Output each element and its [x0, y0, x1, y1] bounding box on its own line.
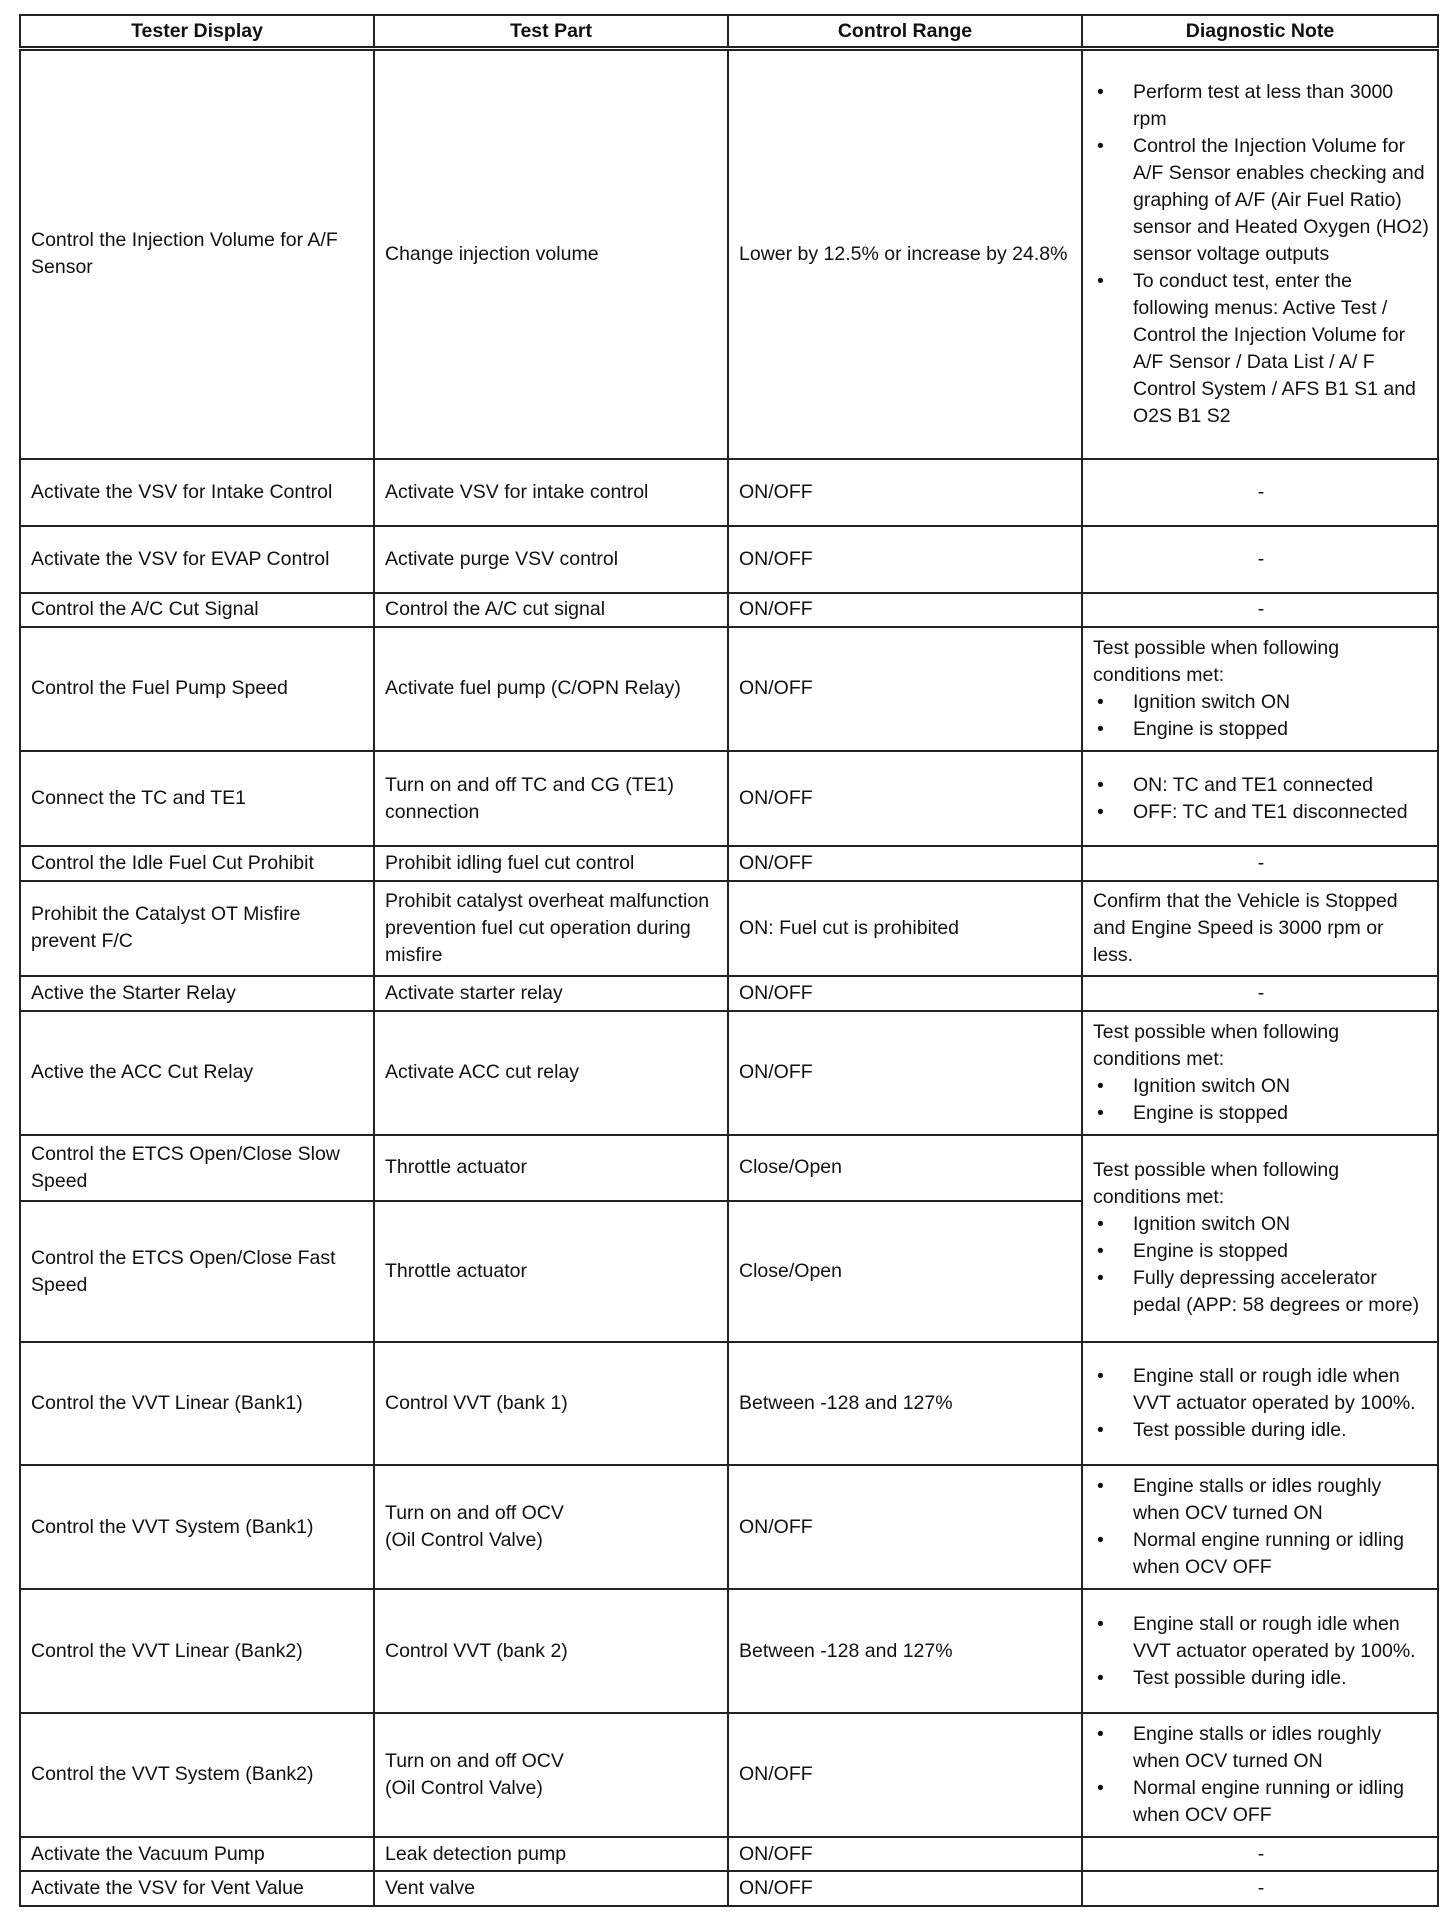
tester-display-text: Activate the VSV for Vent Value [31, 1877, 304, 1900]
note-bullet-list [1093, 772, 1429, 826]
control-range-cell [728, 593, 1082, 628]
note-bullet-list [1093, 79, 1429, 430]
header-row [20, 15, 1438, 49]
diagnostic-note-cell [1082, 1589, 1438, 1713]
tester-display-cell [20, 976, 374, 1011]
test-part-text: Control VVT (bank 1) [385, 1391, 568, 1414]
test-part-cell [374, 976, 728, 1011]
test-part-cell [374, 881, 728, 976]
note-bullet-list [1093, 1073, 1429, 1127]
note-bullet-item: • Perform test at less than 3000 rpm [1093, 79, 1429, 133]
note-text: - [1257, 480, 1265, 503]
note-text: - [1257, 547, 1265, 570]
table-row [20, 881, 1438, 976]
note-bullet-list [1093, 1611, 1429, 1692]
table-row [20, 49, 1438, 459]
header-tester-display: Tester Display [20, 15, 374, 49]
diagnostic-note-cell [1082, 49, 1438, 459]
test-part-cell [374, 1589, 728, 1713]
test-part-text: Turn on and off OCV (Oil Control Valve) [385, 1502, 564, 1552]
control-range-cell [728, 976, 1082, 1011]
test-part-cell [374, 627, 728, 751]
diagnostic-note-cell [1082, 1135, 1438, 1342]
diagnostic-note-cell [1082, 627, 1438, 751]
test-part-text: Throttle actuator [385, 1156, 527, 1179]
control-range-cell [728, 1713, 1082, 1837]
test-part-cell [374, 459, 728, 526]
test-part-text: Activate VSV for intake control [385, 480, 649, 503]
control-range-cell [728, 526, 1082, 593]
table-row [20, 1135, 1438, 1202]
diagnostic-note-cell [1082, 1342, 1438, 1466]
test-part-cell [374, 1011, 728, 1135]
diagnostic-note-cell [1082, 459, 1438, 526]
diagnostic-note-cell [1082, 751, 1438, 846]
tester-display-text: Control the A/C Cut Signal [31, 598, 259, 621]
tester-display-text: Control the Injection Volume for A/F Sensor [31, 229, 338, 279]
diagnostic-note-cell [1082, 1011, 1438, 1135]
test-part-text: Throttle actuator [385, 1260, 527, 1283]
note-bullet-item: • Ignition switch ON [1093, 689, 1429, 716]
note-bullet-item: • Engine stall or rough idle when VVT actuator operated by 100%. [1093, 1363, 1429, 1417]
tester-display-cell [20, 751, 374, 846]
tester-display-cell [20, 1201, 374, 1341]
test-part-cell [374, 1465, 728, 1589]
note-bullet-item: • Test possible during idle. [1093, 1665, 1429, 1692]
test-part-text: Prohibit catalyst overheat malfunction prevention fuel cut operation during misfire [385, 889, 710, 966]
control-range-text: Lower by 12.5% or increase by 24.8% [739, 242, 1068, 265]
note-text: - [1257, 1877, 1265, 1900]
control-range-text: ON/OFF [739, 547, 813, 570]
test-part-text: Turn on and off OCV (Oil Control Valve) [385, 1749, 564, 1799]
diagnostic-note-cell [1082, 846, 1438, 881]
test-part-cell [374, 49, 728, 459]
tester-display-text: Activate the Vacuum Pump [31, 1842, 265, 1865]
test-part-cell [374, 1837, 728, 1872]
control-range-cell [728, 1589, 1082, 1713]
test-part-cell [374, 1135, 728, 1202]
tester-display-cell [20, 881, 374, 976]
tester-display-text: Prohibit the Catalyst OT Misfire prevent F/C [31, 903, 301, 953]
tester-display-text: Connect the TC and TE1 [31, 787, 246, 810]
tester-display-cell [20, 1011, 374, 1135]
control-range-cell [728, 1011, 1082, 1135]
tester-display-text: Control the Fuel Pump Speed [31, 677, 288, 700]
diagnostic-note-cell [1082, 976, 1438, 1011]
test-part-text: Change injection volume [385, 242, 599, 265]
test-part-text: Turn on and off TC and CG (TE1) connection [385, 773, 675, 823]
test-part-cell [374, 1201, 728, 1341]
control-range-text: ON/OFF [739, 598, 813, 621]
note-bullet-item: • ON: TC and TE1 connected [1093, 772, 1429, 799]
note-text: Confirm that the Vehicle is Stopped and Engine Speed is 3000 rpm or less. [1093, 889, 1398, 966]
note-bullet-item: • Engine stall or rough idle when VVT actuator operated by 100%. [1093, 1611, 1429, 1665]
header-control-range: Control Range [728, 15, 1082, 49]
tester-display-text: Control the VVT Linear (Bank2) [31, 1639, 303, 1662]
tester-display-text: Control the Idle Fuel Cut Prohibit [31, 852, 314, 875]
control-range-text: ON/OFF [739, 1877, 813, 1900]
control-range-cell [728, 459, 1082, 526]
control-range-cell [728, 1342, 1082, 1466]
tester-display-text: Control the ETCS Open/Close Fast Speed [31, 1246, 336, 1296]
note-bullet-item: • Test possible during idle. [1093, 1417, 1429, 1444]
control-range-cell [728, 49, 1082, 459]
control-range-text: ON/OFF [739, 1842, 813, 1865]
note-bullet-item: • To conduct test, enter the following menus: Active Test / Control the Injection Volume for A/F Sensor / Data List / A/ F Control System / AFS B1 S1 and O2S B1 S2 [1093, 268, 1429, 430]
control-range-text: ON/OFF [739, 1763, 813, 1786]
table-row [20, 627, 1438, 751]
note-text: Test possible when following conditions met: [1093, 636, 1340, 686]
header-test-part: Test Part [374, 15, 728, 49]
control-range-cell [728, 1837, 1082, 1872]
diagnostic-note-cell [1082, 1837, 1438, 1872]
test-part-cell [374, 1342, 728, 1466]
table-row [20, 1589, 1438, 1713]
control-range-text: ON/OFF [739, 981, 813, 1004]
note-bullet-item: • Fully depressing accelerator pedal (APP: 58 degrees or more) [1093, 1265, 1429, 1319]
tester-display-text: Activate the VSV for EVAP Control [31, 547, 330, 570]
note-text: Test possible when following conditions met: [1093, 1020, 1340, 1070]
tester-display-cell [20, 1837, 374, 1872]
note-bullet-item: • Engine stalls or idles roughly when OCV turned ON [1093, 1721, 1429, 1775]
control-range-cell [728, 1201, 1082, 1341]
tester-display-cell [20, 526, 374, 593]
note-bullet-list [1093, 1721, 1429, 1829]
table-row [20, 459, 1438, 526]
test-part-cell [374, 593, 728, 628]
test-part-text: Prohibit idling fuel cut control [385, 852, 635, 875]
control-range-text: ON/OFF [739, 677, 813, 700]
diagnostic-note-cell [1082, 526, 1438, 593]
test-part-text: Control the A/C cut signal [385, 598, 606, 621]
note-bullet-item: • Engine is stopped [1093, 716, 1429, 743]
test-part-text: Control VVT (bank 2) [385, 1639, 568, 1662]
test-part-text: Vent valve [385, 1877, 475, 1900]
control-range-text: ON/OFF [739, 1061, 813, 1084]
test-part-cell [374, 751, 728, 846]
note-text: - [1257, 981, 1265, 1004]
tester-display-cell [20, 1871, 374, 1906]
note-bullet-item: • Normal engine running or idling when OCV OFF [1093, 1527, 1429, 1581]
control-range-cell [728, 1465, 1082, 1589]
tester-display-cell [20, 846, 374, 881]
note-bullet-item: • Ignition switch ON [1093, 1073, 1429, 1100]
control-range-cell [728, 751, 1082, 846]
table-row [20, 1465, 1438, 1589]
table-row [20, 1837, 1438, 1872]
note-text: - [1257, 852, 1265, 875]
control-range-cell [728, 627, 1082, 751]
note-bullet-item: • Ignition switch ON [1093, 1211, 1429, 1238]
control-range-text: ON: Fuel cut is prohibited [739, 916, 960, 939]
active-test-table [19, 14, 1439, 1907]
tester-display-cell [20, 1589, 374, 1713]
tester-display-cell [20, 593, 374, 628]
table-row [20, 846, 1438, 881]
note-bullet-item: • Control the Injection Volume for A/F Sensor enables checking and graphing of A/F (Air Fuel Ratio) sensor and Heated Oxygen (HO2) sensor voltage outputs [1093, 133, 1429, 268]
control-range-cell [728, 1871, 1082, 1906]
tester-display-text: Control the VVT System (Bank2) [31, 1763, 314, 1786]
tester-display-text: Active the ACC Cut Relay [31, 1061, 254, 1084]
diagnostic-note-cell [1082, 1465, 1438, 1589]
test-part-cell [374, 1713, 728, 1837]
control-range-text: Close/Open [739, 1156, 842, 1179]
note-bullet-item: • Engine stalls or idles roughly when OCV turned ON [1093, 1473, 1429, 1527]
tester-display-text: Control the VVT Linear (Bank1) [31, 1391, 303, 1414]
header-diagnostic-note: Diagnostic Note [1082, 15, 1438, 49]
test-part-cell [374, 526, 728, 593]
control-range-text: ON/OFF [739, 480, 813, 503]
control-range-cell [728, 1135, 1082, 1202]
control-range-text: Close/Open [739, 1260, 842, 1283]
note-bullet-list [1093, 689, 1429, 743]
tester-display-cell [20, 49, 374, 459]
tester-display-cell [20, 1713, 374, 1837]
note-bullet-item: • Normal engine running or idling when OCV OFF [1093, 1775, 1429, 1829]
test-part-text: Activate fuel pump (C/OPN Relay) [385, 677, 681, 700]
tester-display-cell [20, 459, 374, 526]
tester-display-cell [20, 1135, 374, 1202]
tester-display-text: Control the ETCS Open/Close Slow Speed [31, 1142, 340, 1192]
table-row [20, 751, 1438, 846]
tester-display-cell [20, 627, 374, 751]
note-text: Test possible when following conditions met: [1093, 1159, 1340, 1209]
note-text: - [1257, 598, 1265, 621]
table-row [20, 1871, 1438, 1906]
tester-display-cell [20, 1342, 374, 1466]
test-part-text: Activate purge VSV control [385, 547, 619, 570]
diagnostic-note-cell [1082, 1871, 1438, 1906]
note-bullet-list [1093, 1211, 1429, 1319]
test-part-text: Activate ACC cut relay [385, 1061, 579, 1084]
table-row [20, 976, 1438, 1011]
test-part-text: Leak detection pump [385, 1842, 567, 1865]
control-range-text: Between -128 and 127% [739, 1391, 953, 1414]
note-bullet-list [1093, 1473, 1429, 1581]
note-bullet-item: • OFF: TC and TE1 disconnected [1093, 799, 1429, 826]
control-range-text: ON/OFF [739, 1515, 813, 1538]
table-row [20, 526, 1438, 593]
table-row [20, 593, 1438, 628]
diagnostic-note-cell [1082, 1713, 1438, 1837]
tester-display-text: Activate the VSV for Intake Control [31, 480, 333, 503]
diagnostic-note-cell [1082, 593, 1438, 628]
note-text: - [1257, 1842, 1265, 1865]
tester-display-cell [20, 1465, 374, 1589]
control-range-cell [728, 881, 1082, 976]
note-bullet-item: • Engine is stopped [1093, 1238, 1429, 1265]
tester-display-text: Active the Starter Relay [31, 981, 236, 1004]
table-row [20, 1342, 1438, 1466]
tester-display-text: Control the VVT System (Bank1) [31, 1515, 314, 1538]
note-bullet-list [1093, 1363, 1429, 1444]
test-part-cell [374, 1871, 728, 1906]
test-part-text: Activate starter relay [385, 981, 563, 1004]
control-range-cell [728, 846, 1082, 881]
table-row [20, 1713, 1438, 1837]
control-range-text: Between -128 and 127% [739, 1639, 953, 1662]
test-part-cell [374, 846, 728, 881]
table-row [20, 1011, 1438, 1135]
control-range-text: ON/OFF [739, 852, 813, 875]
diagnostic-note-cell [1082, 881, 1438, 976]
note-bullet-item: • Engine is stopped [1093, 1100, 1429, 1127]
control-range-text: ON/OFF [739, 787, 813, 810]
